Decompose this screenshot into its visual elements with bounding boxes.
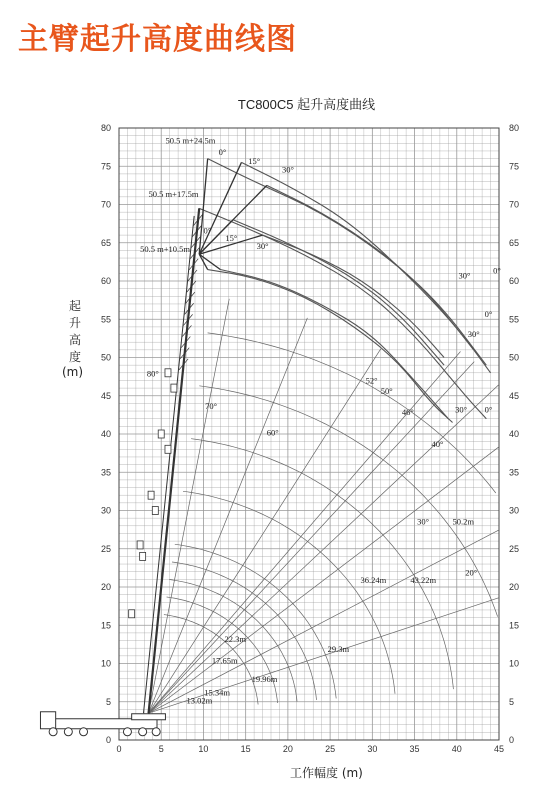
height-curve	[220, 270, 448, 419]
annotation-label: 30°	[467, 328, 480, 339]
y-tick-label-left: 0	[105, 735, 111, 745]
x-tick-label: 40	[451, 744, 462, 754]
annotation-label: 20°	[465, 567, 478, 578]
boom-section-marker	[165, 369, 171, 377]
truck-wheel	[152, 728, 160, 736]
axis-ticks	[101, 123, 519, 754]
annotation-label: 80°	[146, 368, 159, 379]
y-tick-label-right: 5	[509, 696, 515, 707]
x-axis-label: 工作幅度 (m)	[290, 766, 363, 780]
radius-arc	[199, 386, 497, 617]
y-tick-label-right: 60	[509, 276, 520, 286]
angle-line	[146, 299, 230, 713]
x-tick-label: 30	[367, 744, 378, 754]
x-tick-label: 45	[493, 744, 505, 754]
y-axis-unit: (m)	[62, 365, 84, 379]
annotation-label: 30°	[417, 516, 429, 527]
angle-line	[146, 362, 478, 714]
annotation-label: 50.5 m+24.5m	[165, 135, 216, 146]
y-tick-label-left: 65	[100, 237, 111, 248]
boom-section-marker	[171, 384, 177, 392]
y-tick-label-right: 55	[509, 314, 520, 325]
annotation-label: 0°	[218, 146, 227, 157]
annotation-label: 50.5 m+17.5m	[148, 188, 199, 199]
x-tick-label: 35	[409, 744, 420, 754]
angle-line	[146, 352, 461, 714]
boom-section-marker	[129, 610, 135, 618]
boom-section-marker	[152, 507, 158, 515]
annotation-label: 17.65m	[211, 655, 238, 666]
annotation-label: 22.3m	[224, 634, 247, 645]
y-tick-label-right: 80	[509, 123, 520, 133]
annotation-label: 43.22m	[410, 575, 437, 586]
annotation-label: 52°	[365, 375, 378, 386]
truck-wheel	[49, 728, 57, 736]
y-tick-label-left: 45	[100, 390, 111, 401]
annotation-label: 15°	[225, 233, 238, 244]
annotation-label: 50°	[380, 386, 393, 397]
annotation-label: 0°	[493, 265, 501, 276]
annotation-label: 60°	[266, 427, 279, 438]
boom-section-marker	[137, 541, 143, 549]
y-tick-label-right: 40	[509, 429, 520, 439]
y-tick-label-right: 10	[509, 658, 520, 669]
annotation-label: 30°	[455, 404, 467, 415]
truck-cab	[40, 712, 55, 729]
angle-line	[146, 318, 308, 713]
annotation-label: 46°	[401, 406, 414, 417]
annotation-label: 30°	[256, 240, 269, 251]
main-boom	[146, 208, 200, 713]
y-tick-label-left: 10	[100, 658, 111, 669]
jib-line	[199, 254, 220, 269]
page-title: 主臂起升高度曲线图	[18, 22, 297, 57]
chart-title: TC800C5 起升高度曲线	[237, 97, 376, 112]
truck-wheel	[80, 728, 88, 736]
annotation-label: 29.3m	[327, 644, 350, 655]
annotation-label: 30°	[458, 270, 471, 281]
y-tick-label-right: 15	[509, 620, 520, 631]
x-tick-label: 5	[158, 744, 164, 754]
y-tick-label-right: 30	[509, 505, 520, 516]
y-axis-label: 起升高度	[68, 299, 81, 364]
truck-wheel	[123, 728, 131, 736]
y-tick-label-right: 35	[509, 467, 520, 478]
angle-line	[149, 447, 499, 713]
truck-wheel	[139, 728, 147, 736]
annotation-label: 13.02m	[186, 695, 213, 706]
height-curve	[241, 162, 490, 372]
annotation-label: 19.96m	[251, 673, 278, 684]
annotation-label: 0°	[484, 308, 493, 319]
y-tick-label-left: 40	[100, 429, 111, 439]
annotation-label: 50.2m	[452, 516, 475, 527]
y-tick-label-right: 70	[509, 199, 520, 210]
y-tick-label-left: 50	[100, 352, 111, 363]
annotation-label: 30°	[281, 164, 294, 175]
y-tick-label-left: 30	[100, 505, 111, 516]
y-tick-label-left: 25	[100, 543, 111, 554]
y-tick-label-left: 70	[100, 199, 111, 210]
boom-section-marker	[158, 430, 164, 438]
truck-wheel	[64, 728, 72, 736]
angle-line	[149, 530, 499, 713]
y-tick-label-right: 65	[509, 237, 520, 248]
x-tick-label: 10	[198, 744, 209, 754]
boom-section-marker	[165, 445, 171, 453]
boom-section-marker	[148, 491, 154, 499]
x-tick-label: 25	[325, 744, 336, 754]
boom-section-marker	[140, 552, 146, 560]
annotation-label: 50.5 m+10.5m	[140, 243, 191, 254]
annotation-label: 40°	[431, 439, 444, 450]
y-tick-label-right: 75	[509, 161, 520, 172]
y-tick-label-left: 75	[100, 161, 111, 172]
radius-arc	[208, 333, 496, 493]
y-tick-label-left: 15	[100, 620, 111, 631]
annotation-label: 70°	[205, 400, 218, 411]
y-tick-label-left: 20	[100, 582, 111, 592]
annotation-label: 15.34m	[204, 687, 231, 698]
y-tick-label-right: 0	[509, 735, 515, 745]
height-curve	[267, 185, 474, 349]
y-tick-label-right: 50	[509, 352, 520, 363]
y-tick-label-left: 5	[105, 696, 111, 707]
y-tick-label-right: 25	[509, 543, 520, 554]
annotation-label: 0°	[484, 404, 493, 415]
y-tick-label-left: 80	[100, 123, 111, 133]
turntable	[132, 714, 166, 720]
annotations	[140, 135, 501, 705]
annotation-label: 36.24m	[360, 575, 387, 586]
x-tick-label: 20	[282, 744, 293, 754]
y-tick-label-left: 60	[100, 276, 111, 286]
y-tick-label-left: 55	[100, 314, 111, 325]
annotation-label: 15°	[248, 155, 261, 166]
y-tick-label-left: 35	[100, 467, 111, 478]
height-curves	[199, 159, 490, 423]
y-tick-label-right: 45	[509, 390, 520, 401]
y-tick-label-right: 20	[509, 582, 520, 592]
annotation-label: 0°	[203, 225, 212, 236]
x-tick-label: 15	[240, 744, 251, 754]
x-tick-label: 0	[116, 744, 122, 754]
